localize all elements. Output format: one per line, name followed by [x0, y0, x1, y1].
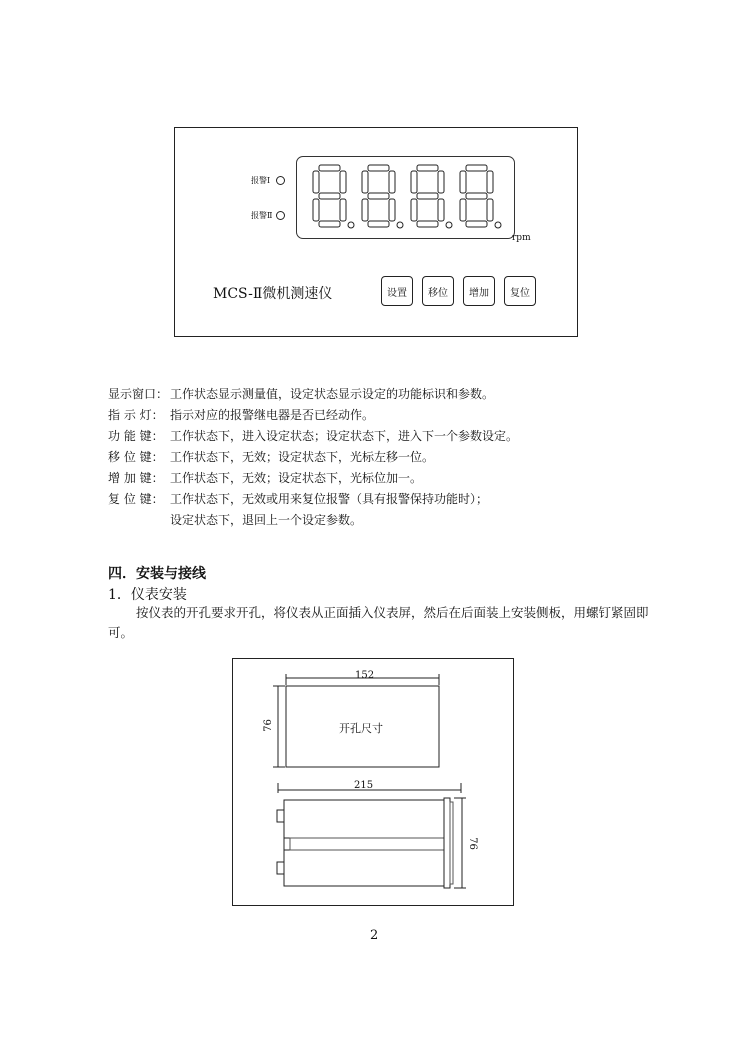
digit-segment [466, 165, 487, 171]
digit-segment [417, 193, 438, 199]
description-term: 复 位 键： [108, 492, 164, 506]
digit-segment [411, 199, 417, 221]
description-item [108, 489, 488, 509]
description-text: 工作状态下，无效；设定状态下，光标位加一。 [170, 471, 423, 485]
digit-segment [362, 199, 368, 221]
description-item [108, 405, 374, 425]
description-term: 指 示 灯： [108, 408, 164, 422]
alarm-2-label: 报警Ⅱ [251, 211, 273, 220]
digit-segment [417, 165, 438, 171]
digit-segment [438, 171, 444, 193]
cutout-height-label: 76 [262, 719, 274, 732]
installation-paragraph: 按仪表的开孔要求开孔，将仪表从正面插入仪表屏，然后在后面装上安装侧板，用螺钉紧固即可。 [108, 605, 649, 640]
subsection-heading: 1．仪表安装 [108, 587, 187, 603]
digit-segment [319, 193, 340, 199]
decimal-point [446, 222, 452, 228]
decimal-point [495, 222, 501, 228]
digit-segment [368, 165, 389, 171]
description-item [108, 384, 494, 404]
page-number: 2 [370, 928, 379, 943]
alarm-1-label: 报警Ⅰ [251, 176, 271, 185]
digit-segment [313, 171, 319, 193]
description-item [108, 468, 422, 488]
description-text: 工作状态下，无效或用来复位报警（具有报警保持功能时）； [170, 492, 489, 506]
front-bezel [444, 798, 450, 888]
seven-segment-digit [362, 165, 403, 228]
body-height-label: 76 [466, 837, 478, 850]
description-text: 设定状态下，退回上一个设定参数。 [170, 513, 363, 527]
alarm-2-lamp [276, 211, 285, 220]
digit-segment [389, 171, 395, 193]
section-heading: 四．安装与接线 [108, 566, 206, 582]
digit-segment [460, 171, 466, 193]
mounting-rail [290, 838, 444, 850]
seven-segment-digits [296, 156, 515, 239]
seven-segment-digit [313, 165, 354, 228]
digit-segment [319, 165, 340, 171]
cutout-width-label: 152 [355, 670, 375, 681]
seven-segment-digit [460, 165, 501, 228]
set-button: 设置 [381, 276, 413, 306]
seven-segment-digit [411, 165, 452, 228]
body-length-label: 215 [354, 780, 374, 791]
digit-segment [411, 171, 417, 193]
decimal-point [397, 222, 403, 228]
rear-terminal-top [277, 810, 284, 822]
description-term: 增 加 键： [108, 471, 164, 485]
description-term: 功 能 键： [108, 429, 164, 443]
description-text: 工作状态下，无效；设定状态下，光标左移一位。 [170, 450, 435, 464]
description-item [108, 510, 362, 530]
description-text: 工作状态显示测量值，设定状态显示设定的功能标识和参数。 [170, 387, 495, 401]
reset-button: 复位 [504, 276, 536, 306]
digit-segment [487, 171, 493, 193]
digit-segment [368, 193, 389, 199]
digit-segment [438, 199, 444, 221]
digit-segment [417, 221, 438, 227]
instrument-body [284, 800, 444, 886]
digit-segment [466, 193, 487, 199]
increase-button: 增加 [463, 276, 495, 306]
display-unit-label: rpm [512, 233, 531, 243]
description-term: 显示窗口： [108, 387, 169, 401]
digit-segment [466, 221, 487, 227]
description-term: 移 位 键： [108, 450, 164, 464]
description-item [108, 426, 518, 446]
digit-segment [368, 221, 389, 227]
decimal-point [348, 222, 354, 228]
digit-segment [340, 171, 346, 193]
cutout-label: 开孔尺寸 [339, 722, 383, 735]
shift-button: 移位 [422, 276, 454, 306]
description-text: 指示对应的报警继电器是否已经动作。 [170, 408, 375, 422]
digit-segment [340, 199, 346, 221]
description-item [108, 447, 434, 467]
digit-segment [389, 199, 395, 221]
alarm-1-lamp [276, 176, 285, 185]
model-name: MCS-Ⅱ微机测速仪 [213, 286, 333, 302]
digit-segment [313, 199, 319, 221]
digit-segment [319, 221, 340, 227]
description-text: 工作状态下，进入设定状态；设定状态下，进入下一个参数设定。 [170, 429, 519, 443]
rear-terminal-bottom [277, 862, 284, 874]
digit-segment [487, 199, 493, 221]
digit-segment [460, 199, 466, 221]
digit-segment [362, 171, 368, 193]
